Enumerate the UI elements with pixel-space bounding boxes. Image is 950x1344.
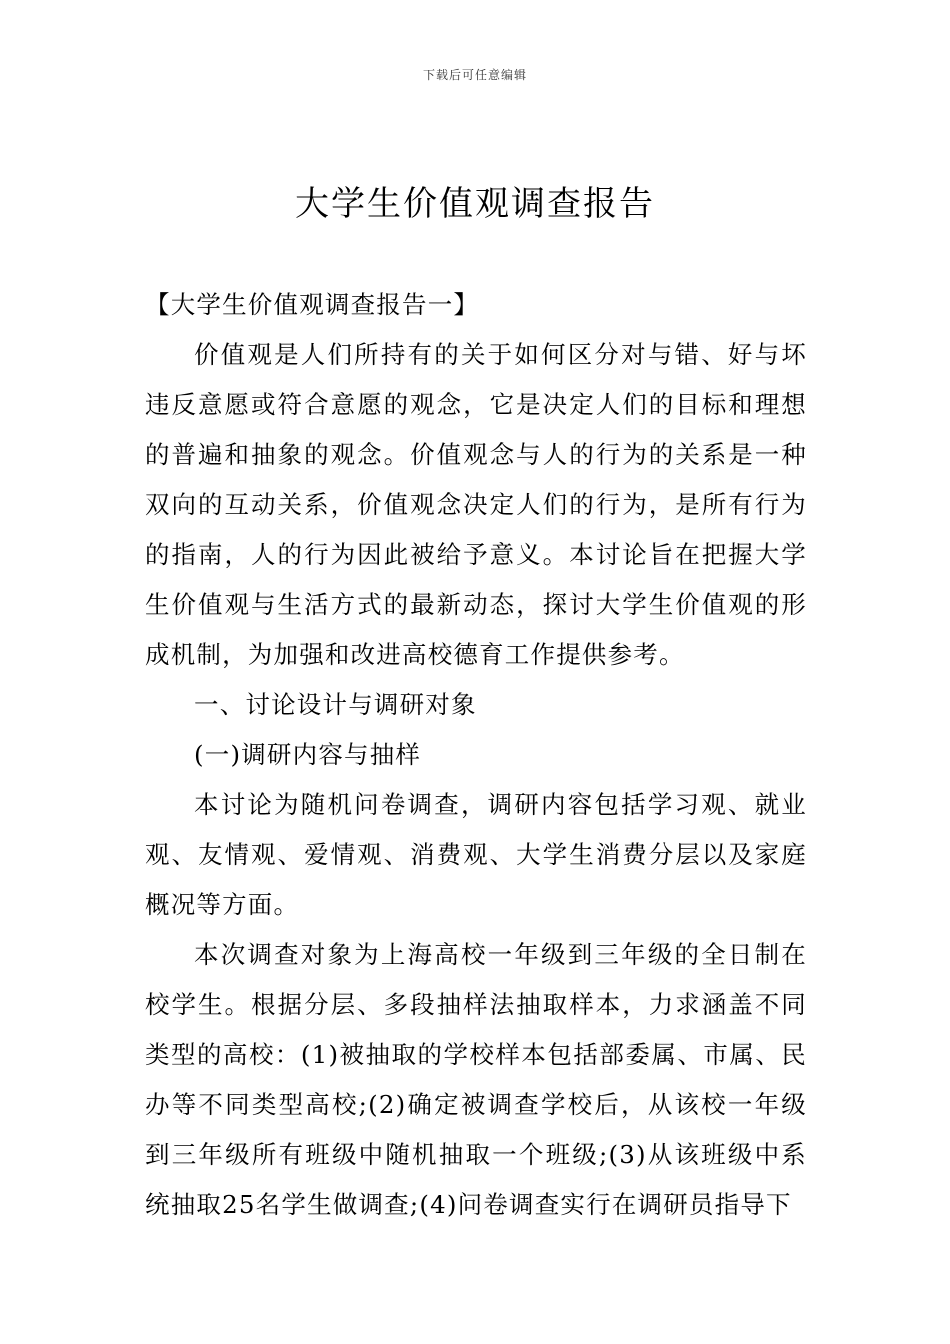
paragraph-survey-content: 本讨论为随机问卷调查，调研内容包括学习观、就业观、友情观、爱情观、消费观、大学生消费分层以及家庭概况等方面。 (145, 790, 807, 919)
document-title: 大学生价值观调查报告 (295, 184, 655, 224)
heading-research-design: 一、讨论设计与调研对象 (194, 690, 477, 719)
document-body (145, 280, 807, 1230)
subheading-content-sampling: (一)调研内容与抽样 (194, 740, 422, 769)
section-label: 【大学生价值观调查报告一】 (145, 290, 480, 319)
header-note: 下载后可任意编辑 (422, 68, 527, 82)
paragraph-intro: 价值观是人们所持有的关于如何区分对与错、好与坏违反意愿或符合意愿的观念，它是决定人们的目标和理想的普遍和抽象的观念。价值观念与人的行为的关系是一种双向的互动关系，价值观念决定人们的行为，是所有行为的指南，人的行为因此被给予意义。本讨论旨在把握大学生价值观与生活方式的最新动态，探讨大学生价值观的形成机制，为加强和改进高校德育工作提供参考。 (145, 340, 807, 669)
paragraph-survey-subjects: 本次调查对象为上海高校一年级到三年级的全日制在校学生。根据分层、多段抽样法抽取样本，力求涵盖不同类型的高校：(1)被抽取的学校样本包括部委属、市属、民办等不同类型高校;(2)确定被调查学校后，从该校一年级到三年级所有班级中随机抽取一个班级;(3)从该班级中系统抽取25名学生做调查;(4)问卷调查实行在调研员指导下 (145, 940, 807, 1219)
